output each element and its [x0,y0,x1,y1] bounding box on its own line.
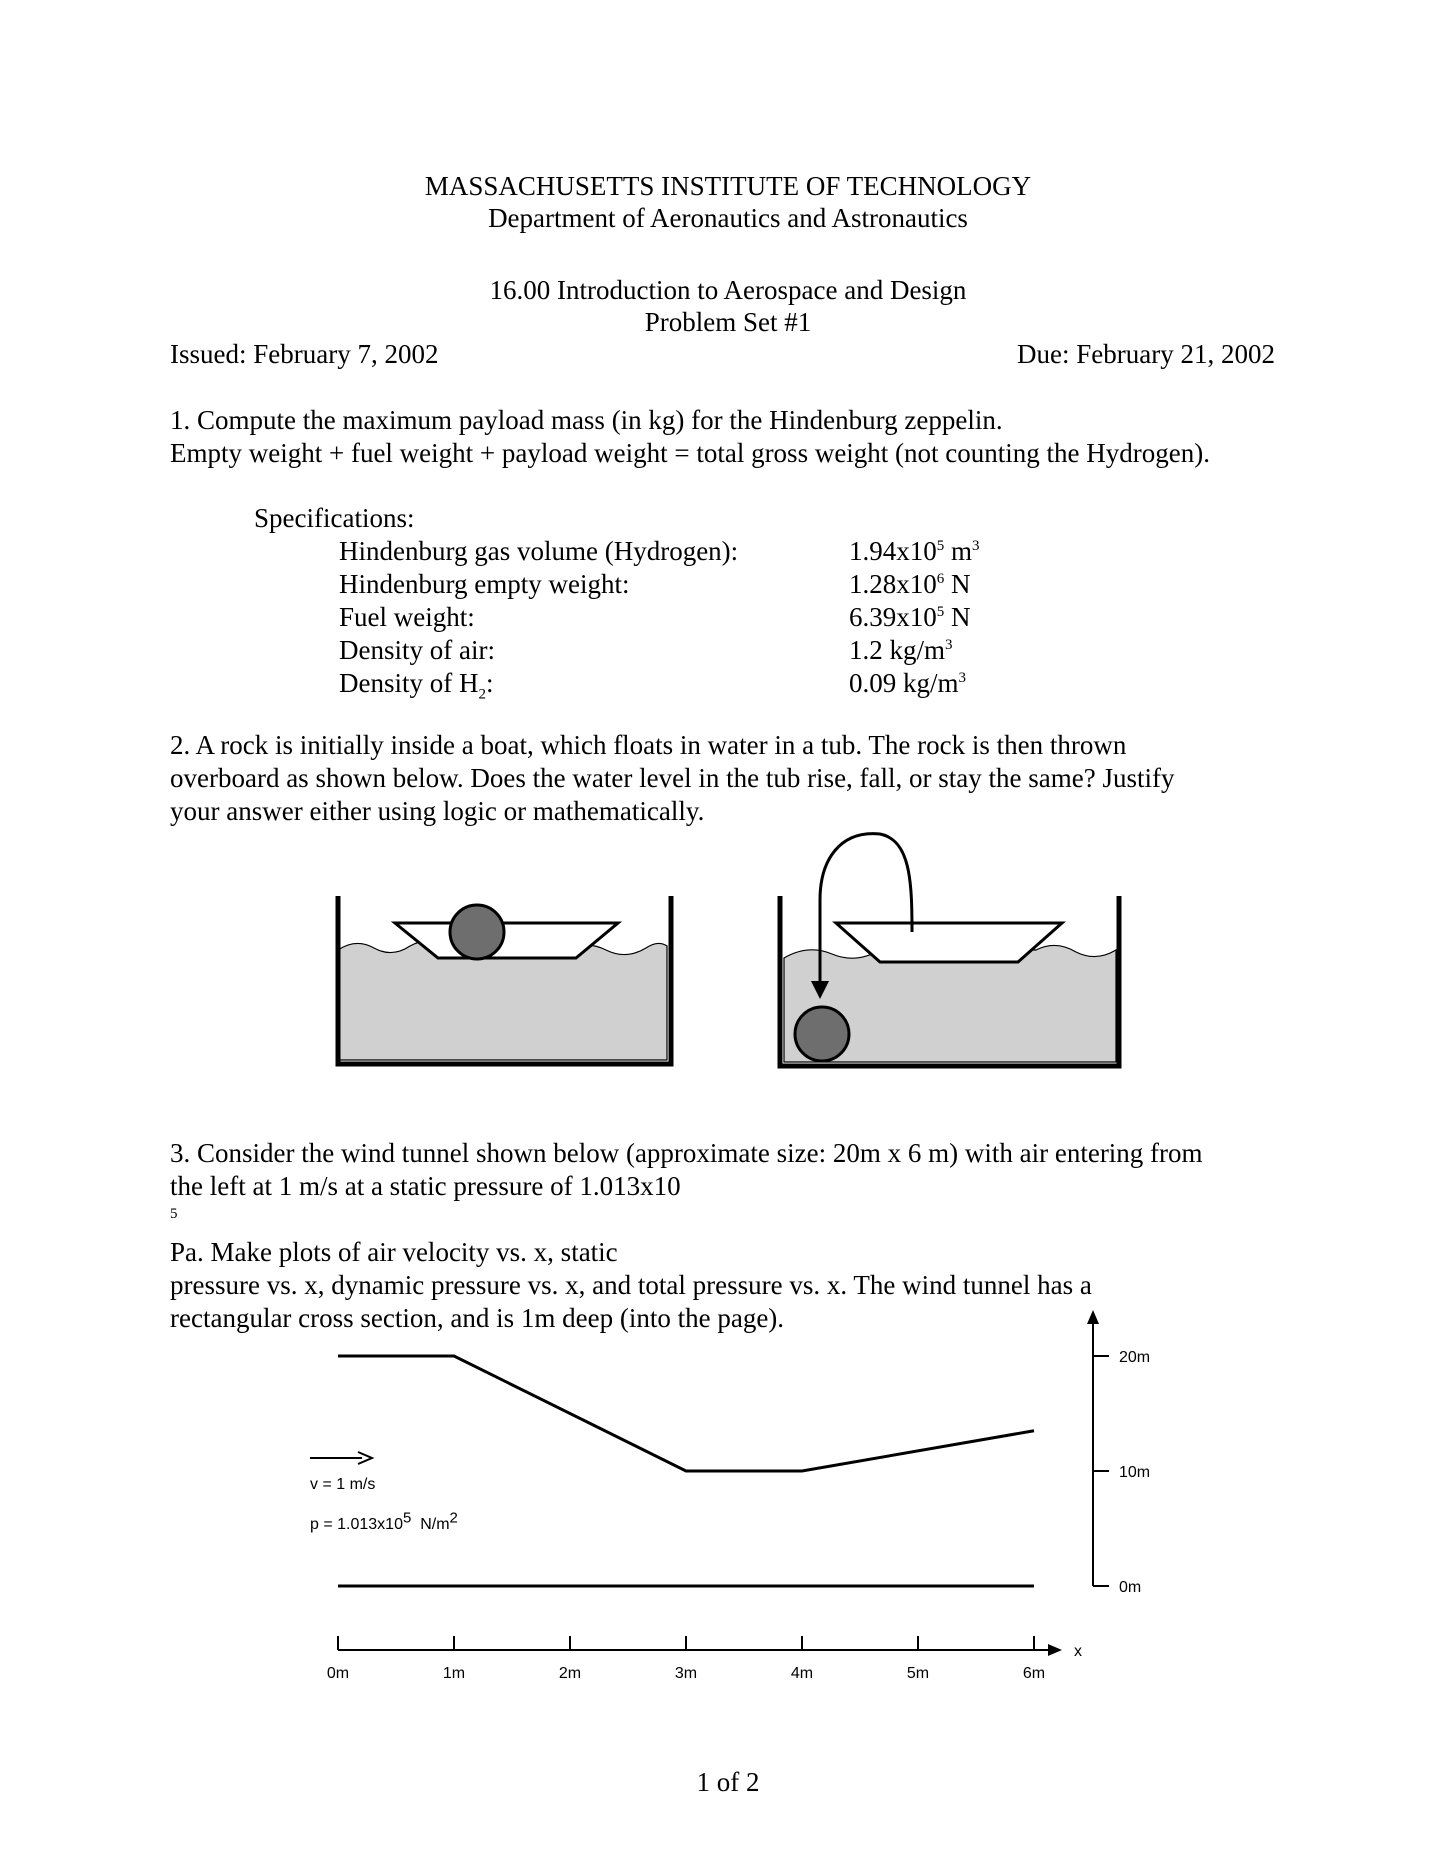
x-axis [327,1636,1082,1682]
y-tick-label: 20m [1119,1349,1151,1366]
question-2-line: 2. A rock is initially inside a boat, which floats in water in a tub. The rock is then thrown [170,730,1127,760]
question-3 [170,1137,1310,1335]
pressure-label: $p = 1.013x10^5$ $N/m^2$ [310,1509,458,1533]
question-2-line: your answer either using logic or mathematically. [170,796,705,826]
page-number: 1 of 2 [696,1767,760,1797]
question-2-line: overboard as shown below. Does the water level in the tub rise, fall, or stay the same? Justify [170,763,1175,793]
question-3-line: 3. Consider the wind tunnel shown below (approximate size: 20m x 6 m) with air entering from [170,1138,1203,1168]
x-tick-label: 2m [558,1665,582,1682]
water-body [784,945,1116,1062]
x-tick-label: 1m [442,1665,466,1682]
spec-value: $1.94x10^5$ $m^3$ [849,536,980,566]
question-3-line: rectangular cross section, and is 1m deep (into the page). [170,1303,785,1333]
tub-wall [780,896,1119,1066]
boat-hull [395,923,618,958]
spec-value: $6.39x10^5$ N [849,602,971,632]
spec-value: $1.28x10^6$ N [849,569,971,599]
spec-value: 0.09 $kg/m^3$ [849,668,967,698]
tub-after [780,834,1119,1066]
spec-label: Fuel weight: [339,602,475,632]
course-title: 16.00 Introduction to Aerospace and Design [489,275,967,305]
boat-hull [836,923,1062,962]
x-tick-label: 0m [326,1665,350,1682]
x-axis-arrowhead [1048,1644,1062,1656]
y-tick-label: 10m [1119,1464,1151,1481]
rock-at-bottom [795,1007,849,1061]
spec-value: 1.2 $kg/m^3$ [849,635,953,665]
x-axis-label: x [1074,1643,1082,1660]
x-tick-label: 6m [1022,1665,1046,1682]
spec-label: Hindenburg empty weight: [339,569,630,599]
x-tick-label: 5m [906,1665,930,1682]
question-3-line: pressure vs. x, dynamic pressure vs. x, and total pressure vs. x. The wind tunnel has a [170,1270,1092,1300]
velocity-label: v = 1 m/s [310,1476,376,1493]
question-1 [170,404,1310,470]
y-tick-label: 0m [1119,1579,1142,1596]
spec-label: Density of air: [339,635,495,665]
question-3-line: the left at 1 m/s at a static pressure of 1.013x10 $^5$ Pa. Make plots of air velocity vs. x, static [170,1171,681,1267]
tub-wall [338,896,671,1064]
department-title: Department of Aeronautics and Astronautics [488,203,968,233]
tunnel-upper-wall [338,1356,1034,1471]
specifications-heading: Specifications: [254,503,415,533]
rock-in-boat [450,905,504,959]
spec-label: Density of $H_2$: [339,668,494,703]
x-tick-label: 4m [790,1665,814,1682]
flow-arrow-head [358,1452,372,1464]
tub-before [338,896,671,1064]
x-tick-label: 3m [674,1665,698,1682]
issued-date: Issued: February 7, 2002 [170,339,439,369]
due-date: Due: February 21, 2002 [1017,339,1275,369]
question-2 [170,729,1310,828]
water-body [338,941,667,1060]
question-1-line: Empty weight + fuel weight + payload weight = total gross weight (not counting the Hydrogen). [170,438,1210,468]
institution-title: MASSACHUSETTS INSTITUTE OF TECHNOLOGY [424,171,1032,201]
question-1-line: 1. Compute the maximum payload mass (in kg) for the Hindenburg zeppelin. [170,405,1003,435]
problem-set-title: Problem Set #1 [644,307,812,337]
y-axis [1087,1310,1150,1596]
spec-label: Hindenburg gas volume (Hydrogen): [339,536,739,566]
throw-arc-arrow [820,834,912,990]
